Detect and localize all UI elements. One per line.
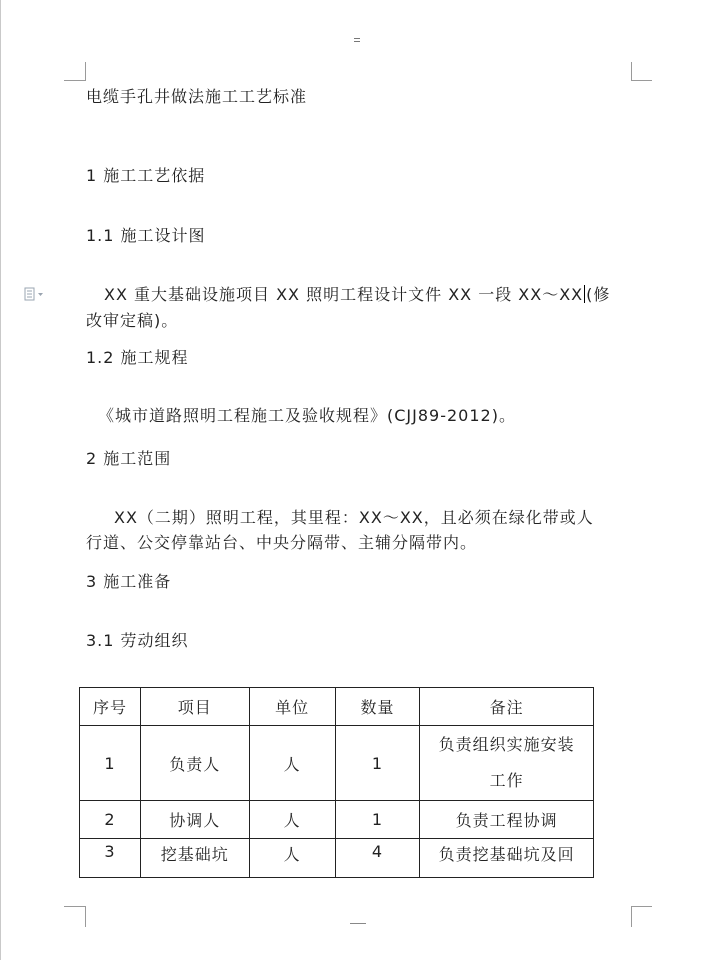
- cell-note-line2: 工作: [489, 771, 524, 790]
- cell-unit: 人: [249, 839, 335, 878]
- crop-mark-bottom-right: [631, 906, 652, 927]
- crop-mark-bottom-left: [64, 906, 86, 927]
- cell-qty: 4: [335, 839, 420, 878]
- cell-note: 负责工程协调: [420, 801, 594, 839]
- paragraph-1-1-text-a: XX 重大基础设施项目 XX 照明工程设计文件 XX 一段 XX～XX: [104, 285, 584, 304]
- cell-note-line1: 负责组织实施安装: [438, 735, 575, 754]
- paragraph-1-2: 《城市道路照明工程施工及验收规程》(CJJ89-2012)。: [98, 406, 516, 425]
- table-row: [80, 726, 594, 801]
- cell-unit: 人: [249, 726, 335, 801]
- paragraph-options-icon[interactable]: [24, 286, 46, 300]
- cell-unit: 人: [249, 801, 335, 839]
- heading-3: 3 施工准备: [86, 572, 172, 591]
- header-qty: 数量: [335, 688, 420, 726]
- heading-3-1: 3.1 劳动组织: [86, 631, 189, 650]
- cell-item: 挖基础坑: [140, 839, 249, 878]
- header-marker: [354, 38, 360, 44]
- heading-2: 2 施工范围: [86, 449, 172, 468]
- footer-marker: [350, 923, 366, 924]
- header-unit: 单位: [249, 688, 335, 726]
- table-row: [80, 839, 594, 878]
- paragraph-1-1-line1: [104, 284, 610, 306]
- cell-note: [420, 726, 594, 801]
- cell-note: 负责挖基础坑及回: [420, 839, 594, 878]
- heading-1-1: 1.1 施工设计图: [86, 226, 206, 245]
- crop-mark-top-left: [64, 62, 86, 81]
- document-title: 电缆手孔井做法施工工艺标准: [86, 87, 308, 106]
- header-item: 项目: [140, 688, 249, 726]
- header-note: 备注: [420, 688, 594, 726]
- cell-item: 负责人: [140, 726, 249, 801]
- text-cursor: [584, 285, 585, 303]
- cell-no: 1: [80, 726, 141, 801]
- labor-organization-table: [79, 687, 594, 878]
- heading-1-2: 1.2 施工规程: [86, 348, 189, 367]
- heading-1: 1 施工工艺依据: [86, 166, 206, 185]
- paragraph-2-line2: 行道、公交停靠站台、中央分隔带、主辅分隔带内。: [86, 533, 478, 552]
- table-row: [80, 801, 594, 839]
- header-no: 序号: [80, 688, 141, 726]
- table-header-row: [80, 688, 594, 726]
- cell-item: 协调人: [140, 801, 249, 839]
- cell-no: 2: [80, 801, 141, 839]
- paragraph-1-1-line2: 改审定稿)。: [86, 311, 179, 330]
- cell-qty: 1: [335, 801, 420, 839]
- paragraph-1-1-text-b: (修: [586, 285, 611, 304]
- crop-mark-top-right: [631, 62, 652, 81]
- cell-no: 3: [80, 839, 141, 878]
- cell-qty: 1: [335, 726, 420, 801]
- page-left-edge: [0, 0, 1, 960]
- paragraph-2-line1: XX（二期）照明工程，其里程：XX～XX，且必须在绿化带或人: [114, 508, 594, 527]
